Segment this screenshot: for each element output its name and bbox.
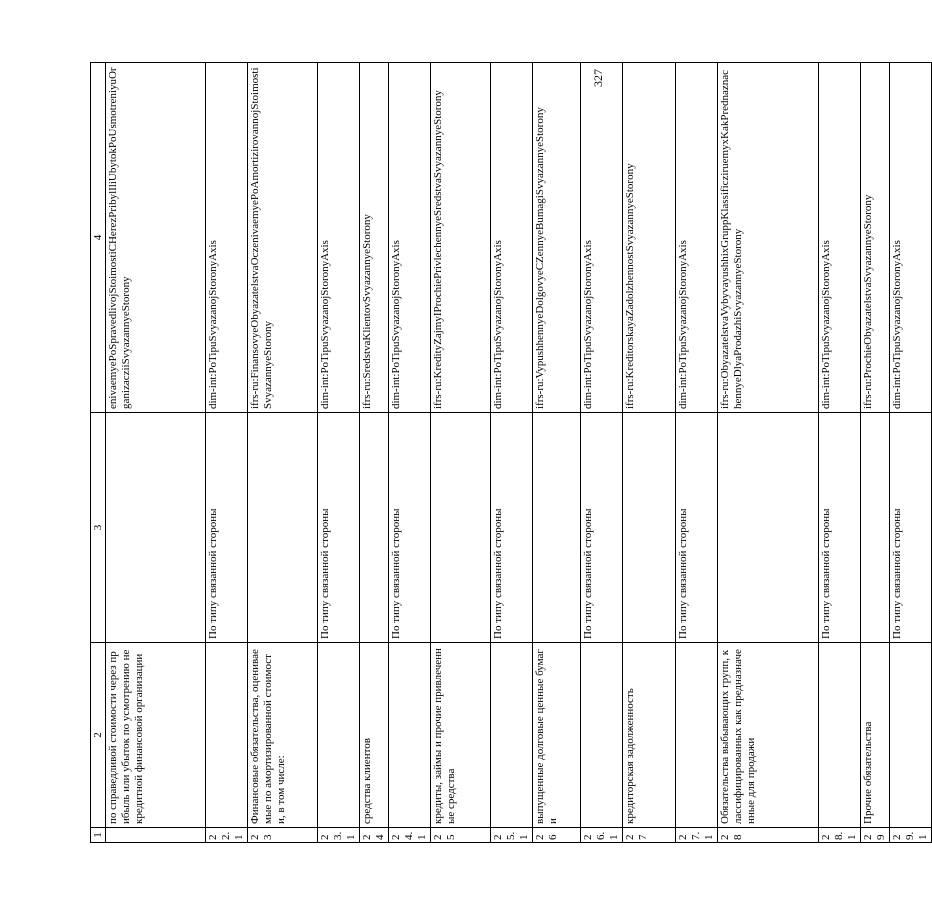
dimension-cell: По типу связанной стороны: [819, 413, 861, 643]
table-row: [861, 63, 890, 843]
indicator-name-cell: Обязательства выбывающих групп, классифицированных как предназначенные для продажи: [718, 643, 819, 828]
row-number-cell: 26: [533, 828, 581, 843]
xbrl-element-cell: dim-int:PoTipuSvyazanojStoronyAxis: [676, 63, 718, 413]
header-row: [91, 63, 106, 843]
indicator-name-cell: [581, 643, 623, 828]
table-row: [581, 63, 623, 843]
xbrl-element-cell: dim-int:PoTipuSvyazanojStoronyAxis: [819, 63, 861, 413]
row-number-cell: 22.1: [206, 828, 248, 843]
table-row: [206, 63, 248, 843]
indicator-name-cell: [819, 643, 861, 828]
row-number-cell: 23: [248, 828, 318, 843]
table-row: [819, 63, 861, 843]
indicator-name-cell: кредиты, займы и прочие привлеченные средства: [431, 643, 491, 828]
header-cell-col3: 3: [91, 413, 106, 643]
row-number-cell: 27: [623, 828, 676, 843]
xbrl-element-cell: dim-int:PoTipuSvyazanojStoronyAxis: [389, 63, 431, 413]
dimension-cell: По типу связанной стороны: [581, 413, 623, 643]
indicator-name-cell: кредиторская задолженность: [623, 643, 676, 828]
xbrl-element-cell: dim-int:PoTipuSvyazanojStoronyAxis: [318, 63, 360, 413]
xbrl-element-cell: ifrs-ru:KreditorskayaZadolzhennostSvyazannyeStorony: [623, 63, 676, 413]
row-number-cell: 25: [431, 828, 491, 843]
xbrl-element-cell: dim-int:PoTipuSvyazanojStoronyAxis: [206, 63, 248, 413]
row-number-cell: 27.1: [676, 828, 718, 843]
register-table: [90, 62, 932, 843]
dimension-cell: По типу связанной стороны: [491, 413, 533, 643]
indicator-name-cell: Прочие обязательства: [861, 643, 890, 828]
dimension-cell: По типу связанной стороны: [206, 413, 248, 643]
dimension-cell: [106, 413, 206, 643]
header-cell-col1: 1: [91, 828, 106, 843]
xbrl-element-cell: ifrs-ru:KredityZajmyIProchiePrivlechennyeSredstvaSvyazannyeStorony: [431, 63, 491, 413]
dimension-cell: [623, 413, 676, 643]
table-row: [431, 63, 491, 843]
page-number: 327: [591, 69, 605, 87]
row-number-cell: 28.1: [819, 828, 861, 843]
table-row: [623, 63, 676, 843]
indicator-name-cell: по справедливой стоимости через прибыль или убыток по усмотрению некредитной финансовой организации: [106, 643, 206, 828]
table-row: [718, 63, 819, 843]
header-cell-col2: 2: [91, 643, 106, 828]
row-number-cell: 24: [360, 828, 389, 843]
dimension-cell: По типу связанной стороны: [676, 413, 718, 643]
row-number-cell: 29.1: [890, 828, 932, 843]
row-number-cell: 24.1: [389, 828, 431, 843]
dimension-cell: [431, 413, 491, 643]
table-row: [389, 63, 431, 843]
indicator-name-cell: [318, 643, 360, 828]
row-number-cell: [106, 828, 206, 843]
indicator-name-cell: [491, 643, 533, 828]
indicator-name-cell: Финансовые обязательства, оцениваемые по амортизированной стоимости, в том числе:: [248, 643, 318, 828]
table-row: [491, 63, 533, 843]
table-row: [676, 63, 718, 843]
header-cell-col4: 4: [91, 63, 106, 413]
table-row: [533, 63, 581, 843]
row-number-cell: 28: [718, 828, 819, 843]
dimension-cell: [360, 413, 389, 643]
dimension-cell: [533, 413, 581, 643]
table-row: [248, 63, 318, 843]
row-number-cell: 29: [861, 828, 890, 843]
xbrl-element-cell: ifrs-ru:ObyazatelstvaVybyvayushhixGruppKlassificziruemyxKakPrednaznachennyeDlyaProdazhiSvyazannyeStorony: [718, 63, 819, 413]
xbrl-element-cell: dim-int:PoTipuSvyazanojStoronyAxis: [491, 63, 533, 413]
row-number-cell: 23.1: [318, 828, 360, 843]
row-number-cell: 26.1: [581, 828, 623, 843]
xbrl-element-cell: ifrs-ru:FinansovyeObyazatelstvaOczenivaemyePoAmortizirovannojStoimostiSvyazannyeStorony: [248, 63, 318, 413]
table-row: [360, 63, 389, 843]
table-row: [890, 63, 932, 843]
indicator-name-cell: [206, 643, 248, 828]
indicator-name-cell: [389, 643, 431, 828]
indicator-name-cell: средства клиентов: [360, 643, 389, 828]
dimension-cell: По типу связанной стороны: [389, 413, 431, 643]
xbrl-element-cell: ifrs-ru:ProchieObyazatelstvaSvyazannyeStorony: [861, 63, 890, 413]
dimension-cell: По типу связанной стороны: [318, 413, 360, 643]
indicator-name-cell: выпущенные долговые ценные бумаги: [533, 643, 581, 828]
indicator-name-cell: [890, 643, 932, 828]
dimension-cell: [718, 413, 819, 643]
xbrl-element-cell: dim-int:PoTipuSvyazanojStoronyAxis: [581, 63, 623, 413]
xbrl-element-cell: enivaemyePoSpravedlivojStoimostiCHerezPribylIliUbytokPoUsmotreniyuOrganizacziiSvyazannyeStorony: [106, 63, 206, 413]
indicator-name-cell: [676, 643, 718, 828]
dimension-cell: По типу связанной стороны: [890, 413, 932, 643]
dimension-cell: [861, 413, 890, 643]
table-row: [318, 63, 360, 843]
table-body: [91, 63, 932, 843]
xbrl-element-cell: ifrs-ru:SredstvaKlientovSvyazannyeStorony: [360, 63, 389, 413]
row-number-cell: 25.1: [491, 828, 533, 843]
xbrl-element-cell: ifrs-ru:VypushhennyeDolgovyeCZennyeBumagiSvyazannyeStorony: [533, 63, 581, 413]
dimension-cell: [248, 413, 318, 643]
table-row: [106, 63, 206, 843]
xbrl-element-cell: dim-int:PoTipuSvyazanojStoronyAxis: [890, 63, 932, 413]
